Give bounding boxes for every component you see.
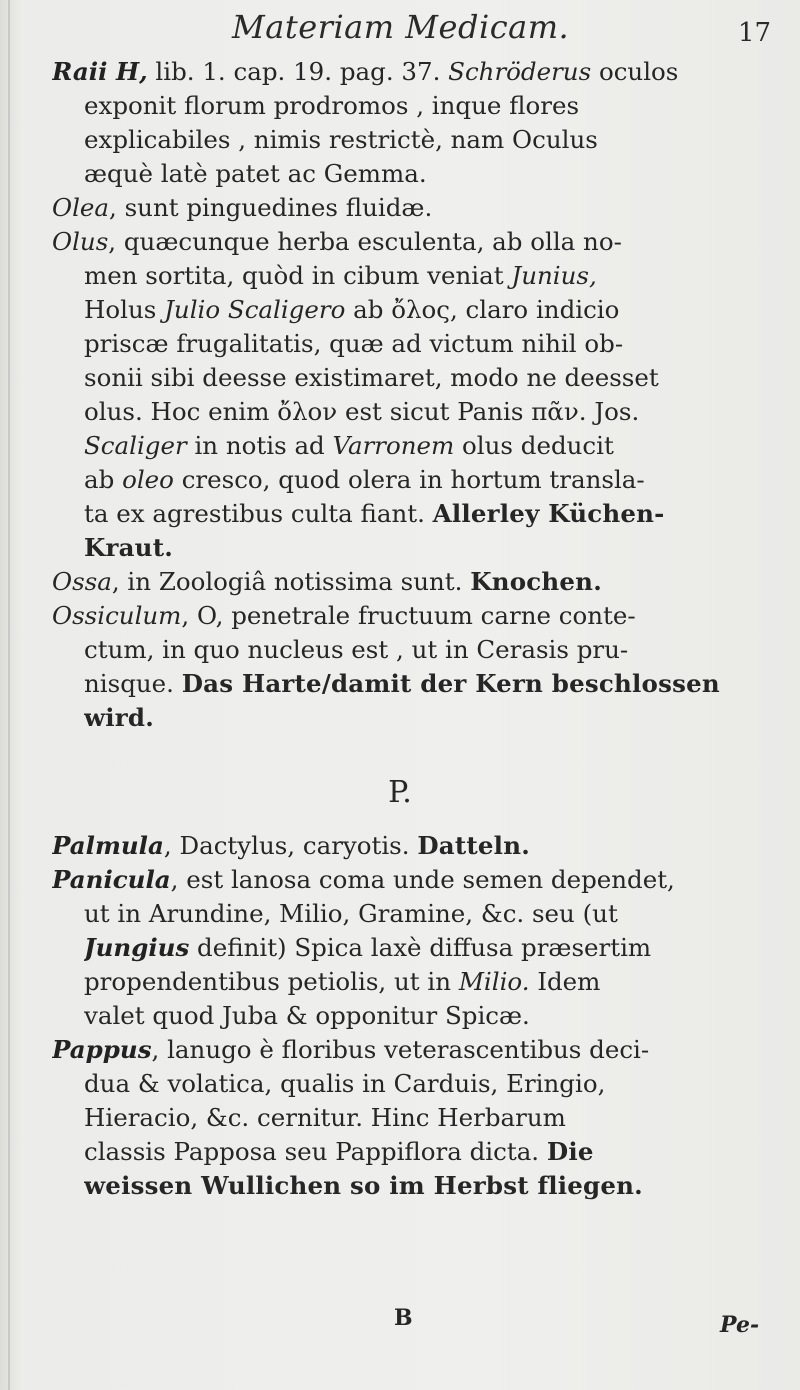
text-line: priscæ frugalitatis, quæ ad victum nihil ob- <box>84 329 624 358</box>
author-name: Varronem <box>332 431 455 460</box>
line-text: nisque. <box>84 669 182 698</box>
text-line <box>84 463 780 497</box>
line-text: , O, penetrale fructuum carne conte- <box>181 601 636 630</box>
line-text: propendentibus petiolis, ut in <box>84 967 459 996</box>
text-line <box>52 565 780 599</box>
text-line: valet quod Juba & opponitur Spicæ. <box>84 1001 530 1030</box>
line-text: ab ὄλος, claro indicio <box>345 295 620 324</box>
italic-word: Milio. <box>458 967 530 996</box>
german-gloss: weissen Wullichen so im Herbst fliegen. <box>84 1171 643 1200</box>
german-gloss: Knochen. <box>470 567 602 596</box>
line-text: definit) Spica laxè diffusa præsertim <box>189 933 652 962</box>
line-text: ta ex agrestibus culta fiant. <box>84 499 433 528</box>
line-text: cresco, quod olera in hortum transla- <box>173 465 645 494</box>
text-line <box>84 701 780 735</box>
text-line: ctum, in quo nucleus est , ut in Cerasis pru- <box>84 635 629 664</box>
text-line <box>52 191 780 225</box>
page-number: 17 <box>738 18 772 48</box>
text-line <box>84 1135 780 1169</box>
text-line <box>84 497 780 531</box>
text-line <box>84 931 780 965</box>
text-line: Hieracio, &c. cernitur. Hinc Herbarum <box>84 1103 566 1132</box>
line-text: , Dactylus, caryotis. <box>163 831 418 860</box>
text-line <box>84 531 780 565</box>
text-line <box>52 829 780 863</box>
line-text: oculos <box>591 57 679 86</box>
text-line <box>52 599 780 633</box>
german-gloss: Die <box>546 1137 594 1166</box>
author-name: Julio Scaligero <box>164 295 346 324</box>
running-title: Materiam Medicam. <box>232 8 570 46</box>
page-gutter <box>8 0 10 1390</box>
line-text: , sunt pinguedines fluidæ. <box>109 193 433 222</box>
german-gloss: wird. <box>84 703 154 732</box>
author-name: Scaliger <box>84 431 187 460</box>
text-line: olus. Hoc enim ὄλον est sicut Panis πᾶν. Jos. <box>84 397 640 426</box>
german-gloss: Kraut. <box>84 533 173 562</box>
text-line: ut in Arundine, Milio, Gramine, &c. seu (ut <box>84 899 618 928</box>
line-text: ab <box>84 465 123 494</box>
line-text: Holus <box>84 295 165 324</box>
lemma: Raii H, <box>52 57 148 86</box>
lemma: Panicula <box>52 865 171 894</box>
text-line: exponit florum prodromos , inque flores <box>84 91 580 120</box>
line-text: lib. 1. cap. 19. pag. 37. <box>147 57 449 86</box>
catchword: Pe- <box>720 1312 760 1338</box>
text-line <box>52 863 780 897</box>
lemma: Olea <box>52 193 110 222</box>
line-text: in notis ad <box>186 431 333 460</box>
german-gloss: Das Harte/damit der Kern beschlossen <box>181 669 720 698</box>
italic-word: oleo <box>122 465 174 494</box>
line-text: , est lanosa coma unde semen dependet, <box>170 865 675 894</box>
text-line: æquè latè patet ac Gemma. <box>84 159 427 188</box>
section-letter: P. <box>388 775 412 810</box>
lemma: Olus <box>52 227 109 256</box>
lemma: Pappus <box>52 1035 152 1064</box>
text-line <box>52 1033 780 1067</box>
text-line <box>84 259 780 293</box>
page-header <box>0 0 800 60</box>
line-text: men sortita, quòd in cibum veniat <box>84 261 512 290</box>
text-line <box>52 55 780 89</box>
line-text: , quæcunque herba esculenta, ab olla no- <box>108 227 622 256</box>
line-text: classis Papposa seu Pappiflora dicta. <box>84 1137 547 1166</box>
text-line: sonii sibi deesse existimaret, modo ne deesset <box>84 363 659 392</box>
text-line: explicabiles , nimis restrictè, nam Oculus <box>84 125 598 154</box>
german-gloss: Allerley Küchen- <box>432 499 665 528</box>
german-gloss: Datteln. <box>417 831 530 860</box>
text-line <box>84 429 780 463</box>
line-text: olus deducit <box>454 431 614 460</box>
lemma: Palmula <box>52 831 164 860</box>
text-line <box>84 965 780 999</box>
author-name: Junius, <box>511 261 597 290</box>
line-text: , in Zoologiâ notissima sunt. <box>111 567 471 596</box>
text-line <box>52 225 780 259</box>
lemma: Ossa <box>52 567 112 596</box>
text-line <box>84 667 780 701</box>
signature-mark: B <box>394 1305 413 1331</box>
lemma: Ossiculum <box>52 601 182 630</box>
text-line: dua & volatica, qualis in Carduis, Eringio, <box>84 1069 606 1098</box>
author-name: Schröderus <box>448 57 592 86</box>
text-line <box>84 1169 780 1203</box>
line-text: Idem <box>529 967 601 996</box>
text-line <box>84 293 780 327</box>
author-name: Jungius <box>84 933 190 962</box>
line-text: , lanugo è floribus veterascentibus deci- <box>151 1035 650 1064</box>
